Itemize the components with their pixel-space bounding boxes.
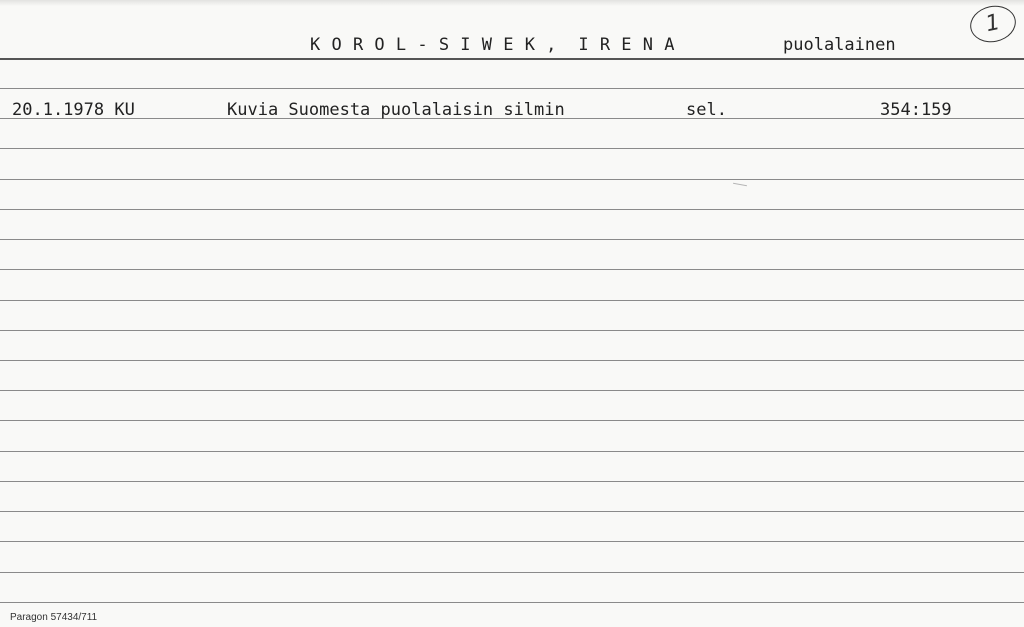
ruled-line <box>0 300 1024 301</box>
ruled-line <box>0 179 1024 180</box>
ruled-line <box>0 88 1024 89</box>
entry-date: 20.1.1978 KU <box>12 100 135 120</box>
ruled-line <box>0 239 1024 240</box>
nationality: puolalainen <box>783 35 896 55</box>
ruled-line <box>0 148 1024 149</box>
card-top-edge <box>0 0 1024 6</box>
ruled-line <box>0 209 1024 210</box>
ruled-line <box>0 541 1024 542</box>
card-number-circle: 1 <box>967 2 1019 47</box>
classification-code: 354:159 <box>880 100 952 120</box>
entry-title: Kuvia Suomesta puolalaisin silmin <box>227 100 565 120</box>
ruled-line <box>0 360 1024 361</box>
ruled-line <box>0 481 1024 482</box>
printer-mark: Paragon 57434/711 <box>10 612 98 623</box>
ruled-line <box>0 451 1024 452</box>
stray-pencil-mark <box>733 183 747 186</box>
ruled-line <box>0 511 1024 512</box>
person-name: K O R O L - S I W E K , I R E N A <box>310 35 675 55</box>
ruled-line <box>0 330 1024 331</box>
ruled-line <box>0 390 1024 391</box>
ruled-line <box>0 269 1024 270</box>
ruled-line <box>0 572 1024 573</box>
ruled-line <box>0 602 1024 603</box>
entry-note: sel. <box>686 100 727 120</box>
ruled-line <box>0 420 1024 421</box>
header-rule <box>0 58 1024 60</box>
